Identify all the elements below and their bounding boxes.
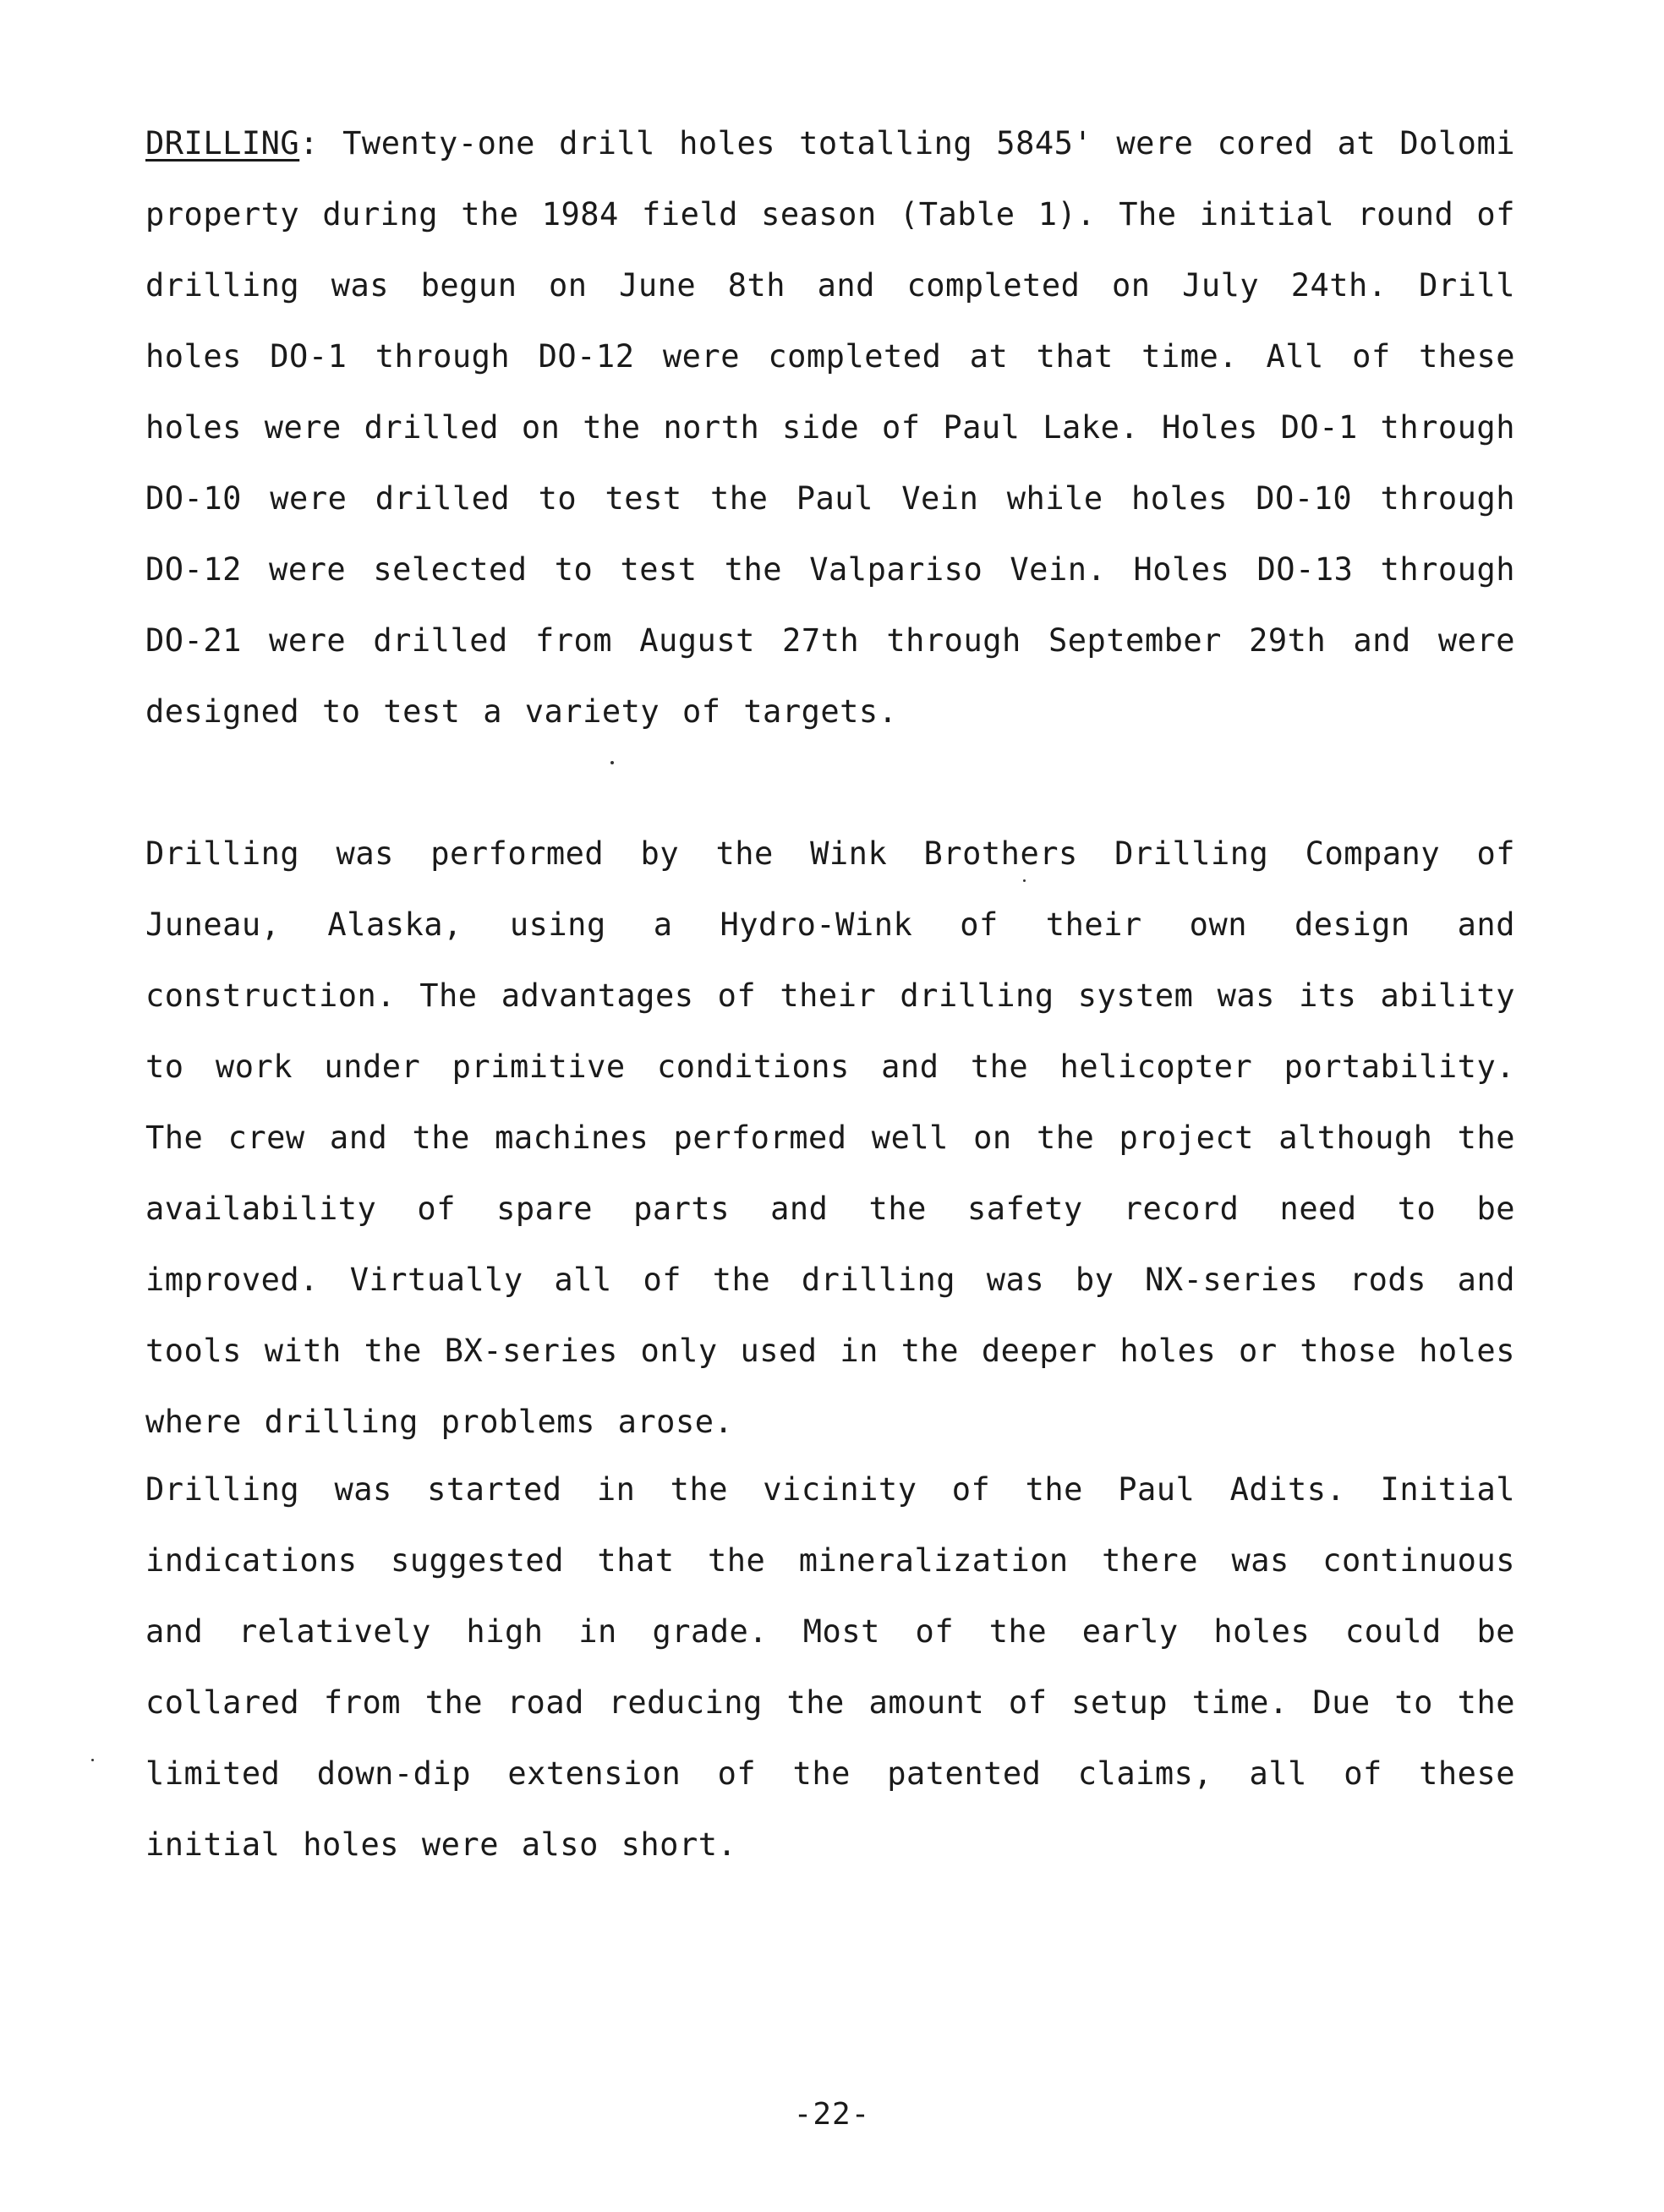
paragraph-text: Drilling was started in the vicinity of the Paul Adits. Initial indications suggested that the mineralization there was continuous and relatively high in grade. Most of the early holes could be collared from the road reducing the amount of setup time. Due to the limited down-dip extension of the patented claims, all of these initial holes were also short. [145,1471,1515,1863]
scan-speck [91,1759,94,1761]
paragraph-text: Drilling was performed by the Wink Brothers Drilling Company of Juneau, Alaska, using a Hydro-Wink of their own design and construction. The advantages of their drilling system was its ability to work under primitive conditions and the helicopter portability. The crew and the machines performed well on the project although the availability of spare parts and the safety record need to be improved. Virtually all of the drilling was by NX-series rods and tools with the BX-series only used in the deeper holes or those holes where drilling problems arose. [145,835,1515,1440]
paragraph-drilling-summary [145,108,1515,747]
page-number: -22- [793,2097,871,2132]
section-heading-colon: : [299,125,319,162]
section-heading: DRILLING [145,125,300,162]
paragraph-drilling-contractor [145,819,1515,1458]
paragraph-drilling-start [145,1454,1515,1881]
paragraph-text: Twenty-one drill holes totalling 5845' were cored at Dolomi property during the 1984 field season (Table 1). The initial round of drilling was begun on June 8th and completed on July 24th. Drill holes DO-1 through DO-12 were completed at that time. All of these holes were drilled on the north side of Paul Lake. Holes DO-1 through DO-10 were drilled to test the Paul Vein while holes DO-10 through DO-12 were selected to test the Valpariso Vein. Holes DO-13 through DO-21 were drilled from August 27th through September 29th and were designed to test a variety of targets. [145,125,1515,730]
scan-speck [610,761,614,764]
scan-speck [1023,879,1026,882]
